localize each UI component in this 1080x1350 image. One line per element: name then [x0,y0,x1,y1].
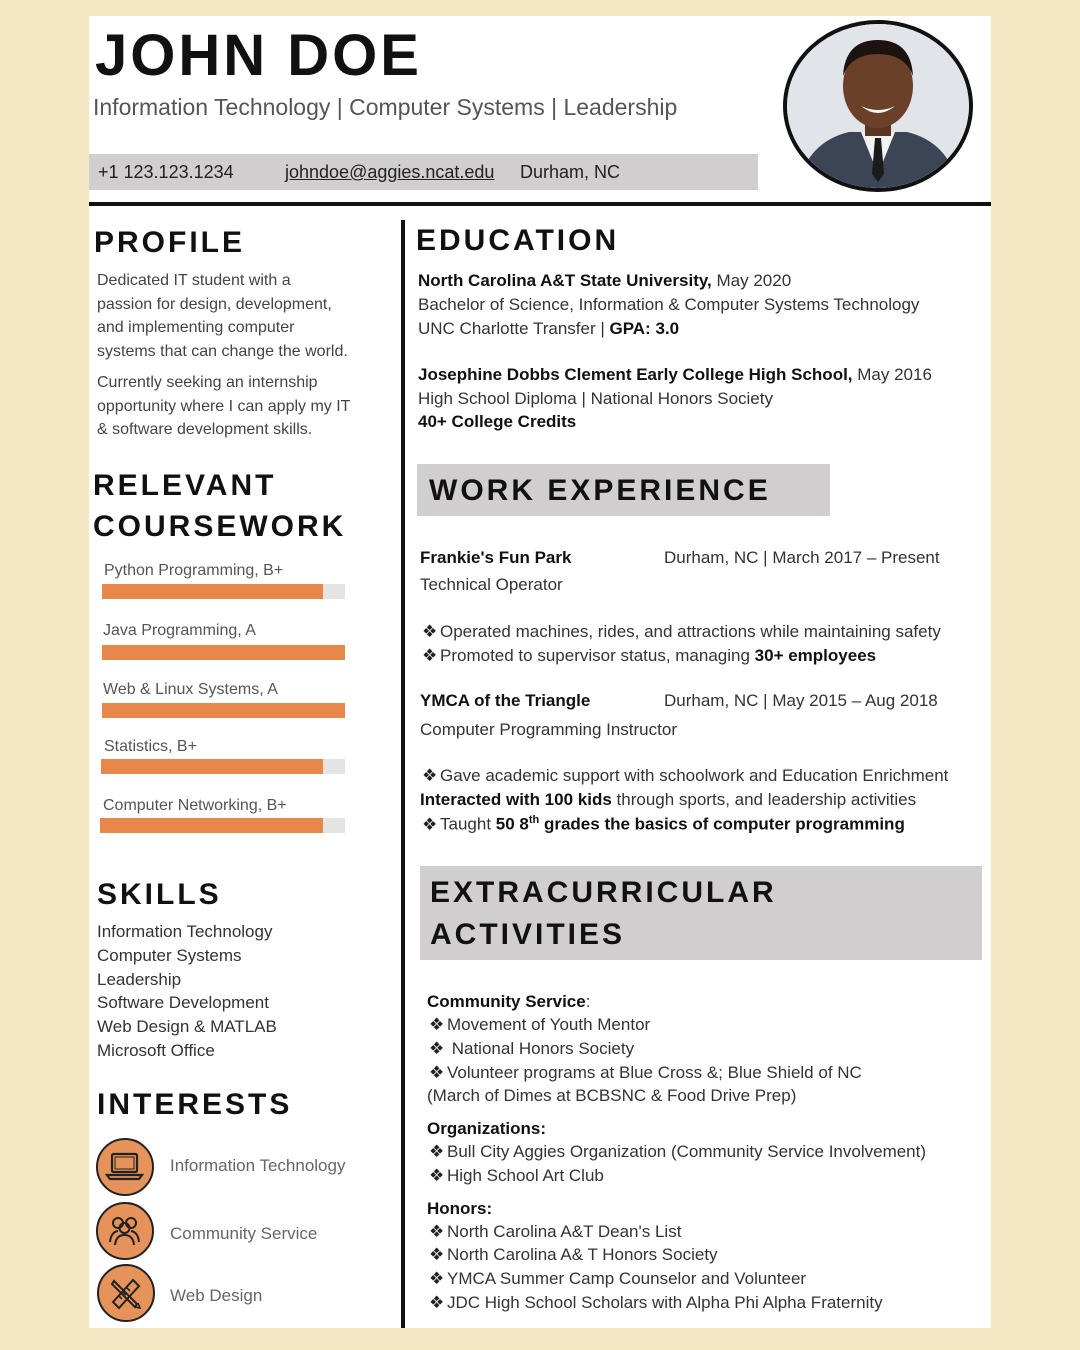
coursework-heading-line2: COURSEWORK [93,510,347,543]
course-label: Web & Linux Systems, A [103,681,278,698]
school-2-diploma: High School Diploma | National Honors Society [418,389,773,408]
bullet-icon: ❖ [422,646,438,665]
laptop-icon [96,1138,154,1196]
community-item: ❖ National Honors Society [429,1039,635,1058]
course-label: Python Programming, B+ [104,562,284,579]
skills-heading: SKILLS [97,878,222,911]
bullet-icon: ❖ [429,1222,445,1241]
interest-label: Community Service [170,1224,318,1243]
job-1-meta: Durham, NC | March 2017 – Present [664,548,940,567]
bullet-icon: ❖ [429,1039,445,1058]
job-1-bullet: ❖ Operated machines, rides, and attractions while maintaining safety [422,622,941,641]
school-1-line [418,271,791,291]
honor-item: ❖ JDC High School Scholars with Alpha Phi Alpha Fraternity [429,1293,883,1312]
phone-number: +1 123.123.1234 [98,162,234,182]
interests-heading: INTERESTS [97,1088,293,1121]
course-bar-track [102,703,345,718]
resume-sheet [89,16,991,1328]
extracurricular-heading-line1: EXTRACURRICULAR [430,876,777,909]
skill-item: Leadership [97,969,182,989]
course-label: Computer Networking, B+ [103,797,287,814]
bullet-icon: ❖ [429,1142,445,1161]
resume-name: JOHN DOE [95,23,422,88]
bullet-icon: ❖ [429,1269,445,1288]
header-divider [89,202,991,206]
community-item: ❖ Volunteer programs at Blue Cross &; Blue Shield of NC [429,1063,862,1082]
email-link[interactable]: johndoe@aggies.ncat.edu [285,162,495,182]
course-label: Java Programming, A [103,622,256,639]
course-bar-fill [100,818,323,833]
bullet-icon: ❖ [422,622,438,641]
community-note: (March of Dimes at BCBSNC & Food Drive Prep) [427,1086,797,1105]
skill-item: Web Design & MATLAB [97,1017,277,1037]
community-item: ❖ Movement of Youth Mentor [429,1015,651,1034]
job-2-meta: Durham, NC | May 2015 – Aug 2018 [664,691,938,710]
organization-item: ❖ High School Art Club [429,1166,604,1185]
skill-item: Microsoft Office [97,1040,215,1060]
bullet-icon: ❖ [429,1166,445,1185]
job-1-title: Technical Operator [420,575,563,594]
organization-item: ❖ Bull City Aggies Organization (Community Service Involvement) [429,1142,927,1161]
job-1-company: Frankie's Fun Park [420,548,572,567]
course-bar-fill [102,645,345,660]
course-bar-fill [102,584,323,599]
extracurricular-heading-line2: ACTIVITIES [430,918,626,951]
skills-list [97,920,277,1063]
course-bar-fill [101,759,323,774]
job-2-company: YMCA of the Triangle [420,691,591,710]
job-2-bullet: Interacted with 100 kids through sports, and leadership activities [420,790,917,809]
bullet-icon: ❖ [422,814,438,834]
bullet-icon: ❖ [429,1245,445,1264]
interest-label: Web Design [170,1286,263,1305]
honor-item: ❖ YMCA Summer Camp Counselor and Volunteer [429,1269,807,1288]
honors-heading: Honors: [427,1199,493,1218]
course-label: Statistics, B+ [104,738,197,755]
location-text: Durham, NC [520,162,621,182]
school-2-date: May 2016 [857,365,932,384]
profile-heading: PROFILE [94,226,246,259]
course-bar-track [100,818,345,833]
skill-item: Information Technology [97,922,273,941]
work-heading: WORK EXPERIENCE [429,474,771,507]
profile-photo [783,20,973,192]
honor-item: ❖ North Carolina A&T Dean's List [429,1222,682,1241]
resume-subtitle: Information Technology | Computer Systems | Leadership [93,94,678,120]
bullet-icon: ❖ [429,1015,445,1034]
school-1-name: North Carolina A&T State University, [418,271,712,290]
people-icon [96,1202,154,1260]
school-1-degree: Bachelor of Science, Information & Computer Systems Technology [418,295,920,314]
job-2-bullet: ❖ Gave academic support with schoolwork and Education Enrichment [422,766,949,785]
organizations-heading: Organizations: [427,1119,547,1138]
skill-item: Computer Systems [97,945,242,965]
bullet-icon: ❖ [422,766,438,785]
school-1-transfer-line: UNC Charlotte Transfer | GPA: 3.0 [418,319,680,338]
interest-label: Information Technology [170,1156,346,1175]
job-2-title: Computer Programming Instructor [420,720,677,739]
school-1-date: May 2020 [716,271,792,290]
community-heading: Community Service: [427,992,591,1011]
pencil-ruler-icon [97,1264,155,1322]
bullet-icon: ❖ [429,1063,445,1082]
profile-text-1: Dedicated IT student with a passion for design, development, and implementing computer systems that can change the world. [97,272,348,360]
course-bar-track [102,645,345,660]
coursework-heading-line1: RELEVANT [93,469,277,502]
course-bar-track [102,584,345,599]
education-heading: EDUCATION [416,224,620,257]
skill-item: Software Development [97,993,269,1013]
course-bar-track [101,759,345,774]
gpa: GPA: 3.0 [609,319,680,338]
contact-bar [89,154,758,190]
column-divider [401,220,405,1328]
course-bar-fill [102,703,345,718]
honor-item: ❖ North Carolina A& T Honors Society [429,1245,718,1264]
school-2-line [418,365,932,385]
job-2-bullet: ❖ Taught 50 8th grades the basics of computer programming [422,814,905,834]
school-2-name: Josephine Dobbs Clement Early College High School, [418,365,853,384]
school-2-credits: 40+ College Credits [418,412,577,431]
bullet-icon: ❖ [429,1293,445,1312]
profile-text-2: Currently seeking an internship opportunity where I can apply my IT & software development skills. [97,374,351,438]
job-1-bullet: ❖ Promoted to supervisor status, managing 30+ employees [422,646,877,665]
